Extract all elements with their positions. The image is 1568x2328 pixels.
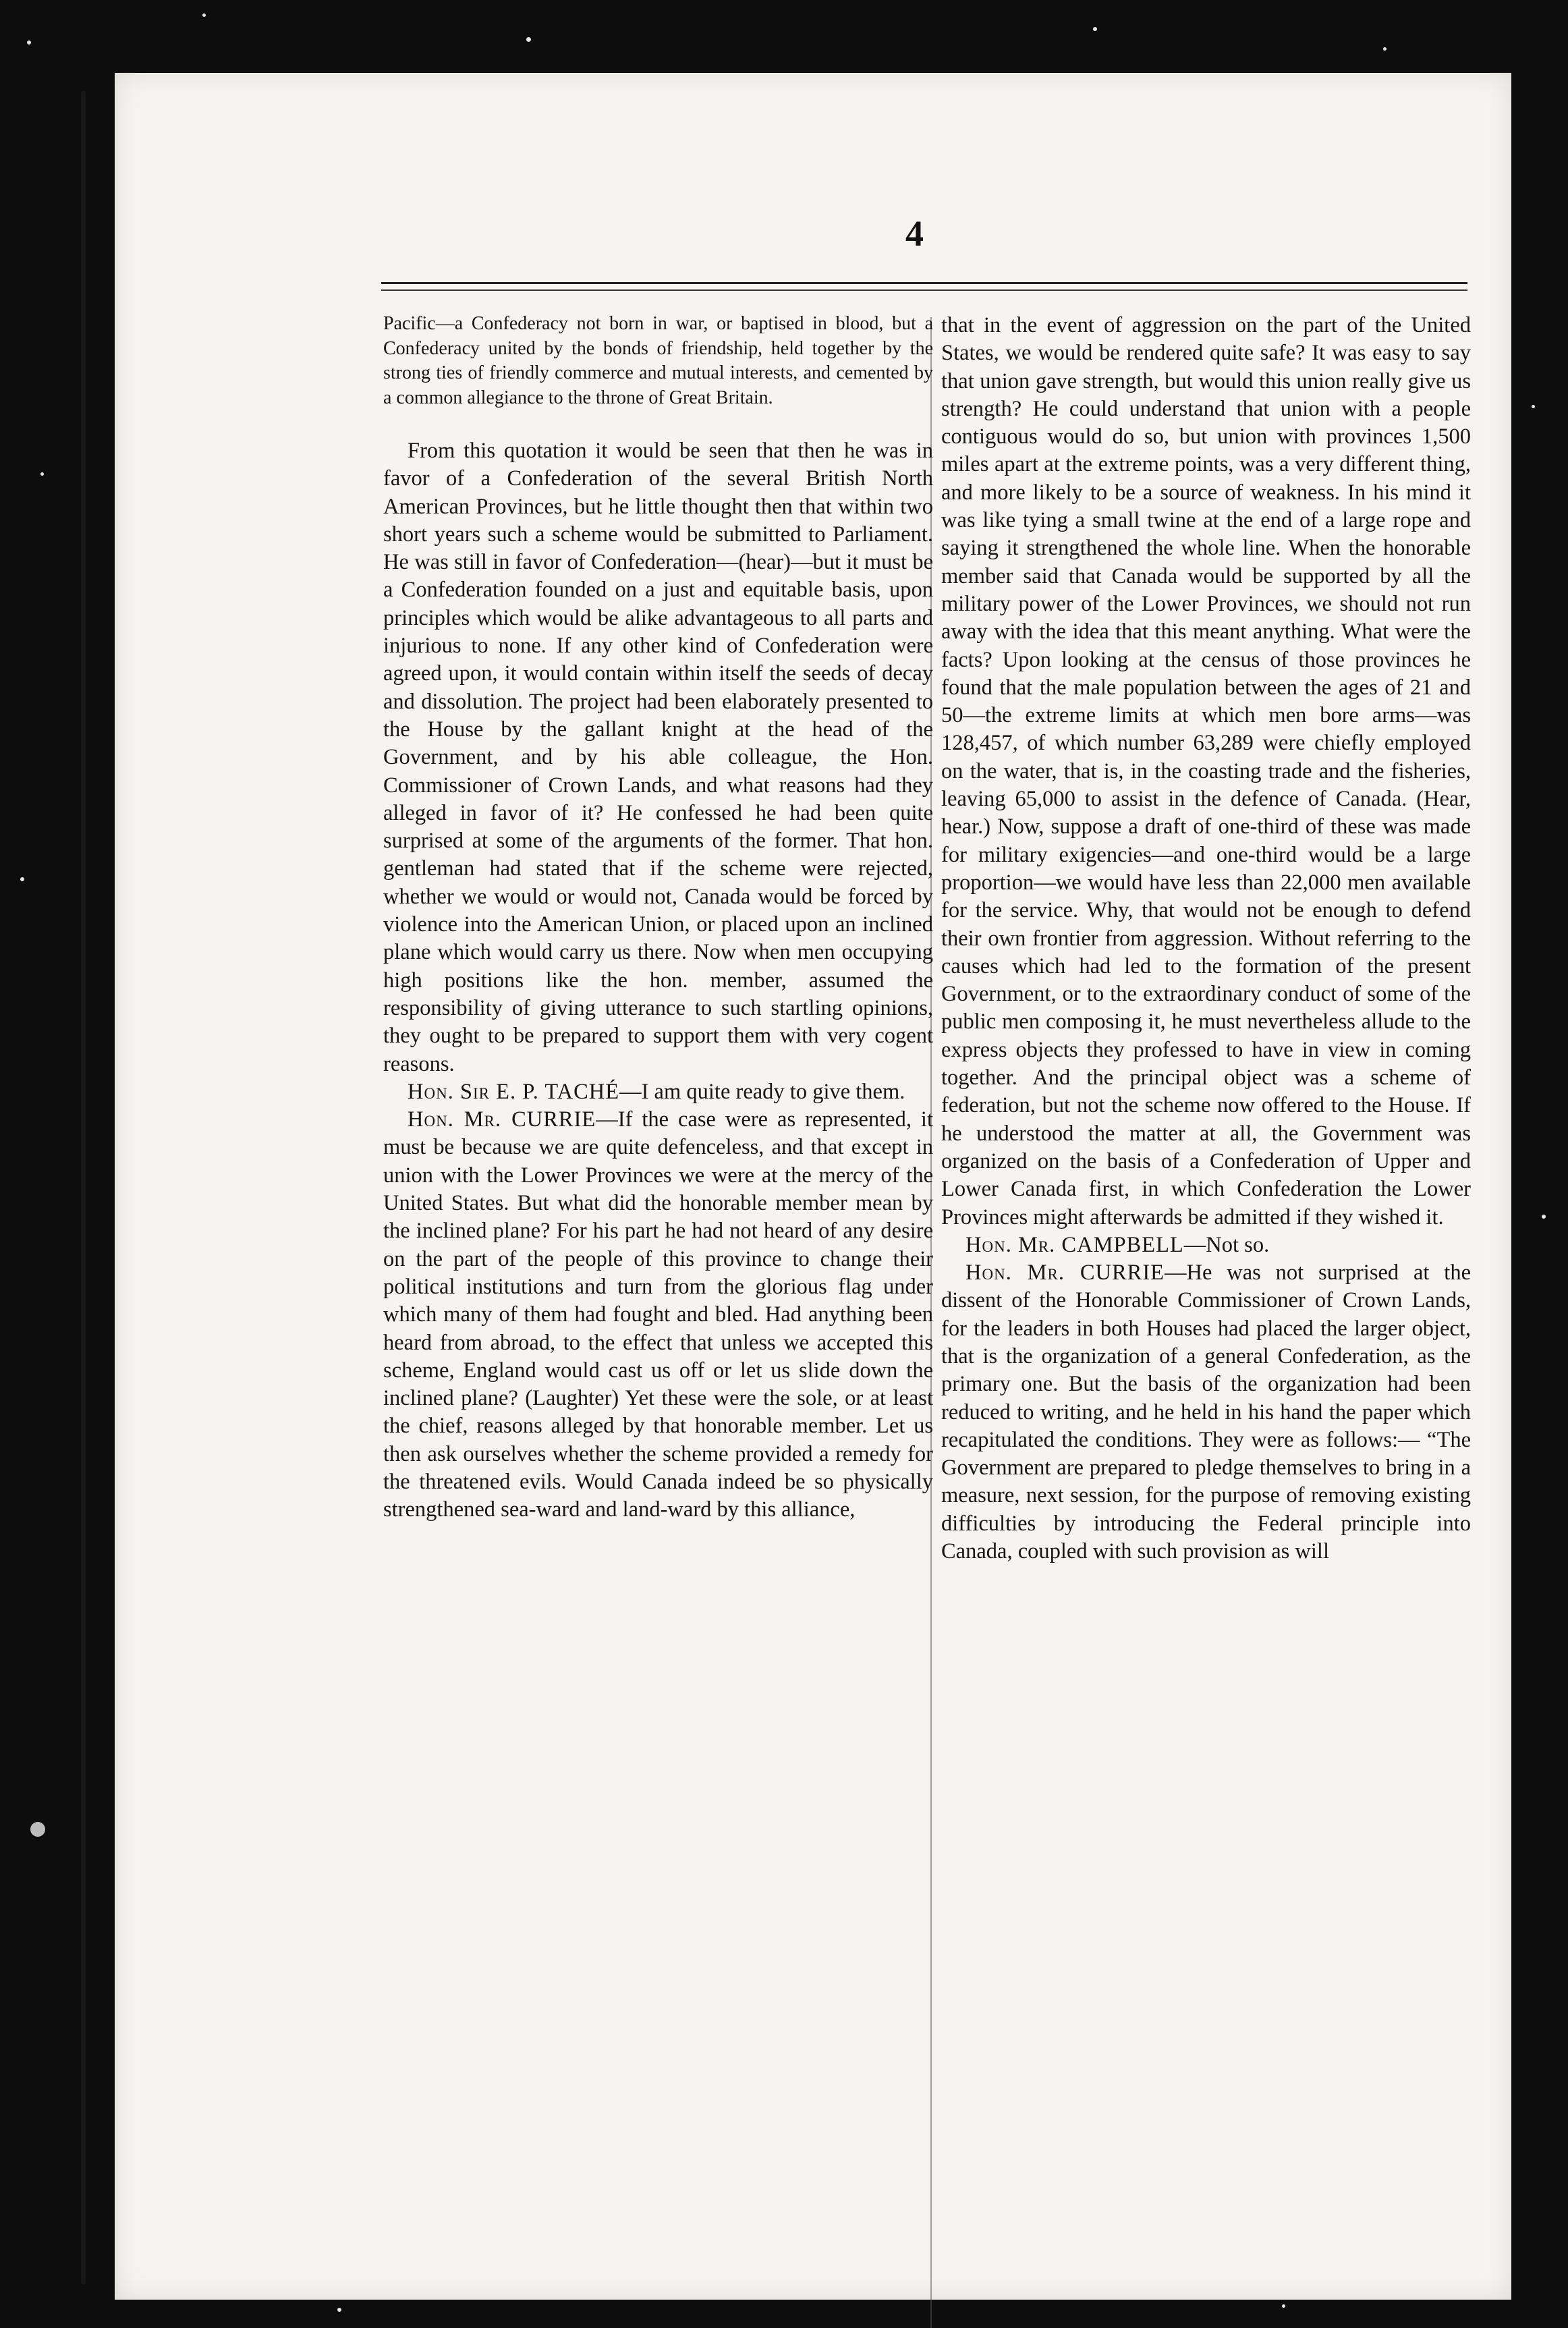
scan-speck: [20, 877, 24, 881]
right-column: [941, 312, 1471, 1565]
left-column: [383, 312, 933, 1524]
scan-speck: [1383, 47, 1387, 51]
scan-speck: [30, 1822, 45, 1837]
speech-currie: [383, 1106, 933, 1524]
scan-speck: [1282, 2304, 1285, 2308]
speaker-name: Hon. Sir E. P. TACHÉ: [408, 1079, 620, 1104]
speech-text: —If the case were as represented, it must be because we are quite defenceless, and that except in union with the Lower Provinces we were at the mercy of the United States. But what did the honorable member mean by the inclined plane? For his part he had not heard of any desire on the part of the people of this province to change their political institutions and turn from the glorious flag under which many of them had fought and bled. Had anything been heard from abroad, to the effect that unless we accepted this scheme, England would cast us off or let us slide down the inclined plane? (Laughter) Yet these were the sole, or at least the chief, reasons alleged by that honorable member. Let us then ask ourselves whether the scheme provided a remedy for the threatened evils. Would Canada indeed be so physically strengthened sea-ward and land-ward by this alliance,: [383, 1107, 933, 1522]
scan-speck: [526, 37, 531, 42]
quotation-text: Pacific—a Confederacy not born in war, or baptised in blood, but a Confederacy united by the bonds of friendship, held together by the strong ties of friendly commerce and mutual interests, and cemented by a common allegiance to the throne of Great Britain.: [383, 313, 933, 408]
scan-speck: [40, 472, 44, 476]
speaker-name: Hon. Mr. CAMPBELL: [965, 1232, 1184, 1257]
paragraph: From this quotation it would be seen that then he was in favor of a Confederation of the several British North American Provinces, but he little thought then that within two short years such a scheme would be submitted to Parliament. He was still in favor of Confederation—(hear)—but it must be a Confederation founded on a just and equitable basis, upon principles which would be alike advantageous to all parts and injurious to none. If any other kind of Confederation were agreed upon, it would contain within itself the seeds of decay and dissolution. The project had been elaborately presented to the House by the gallant knight at the head of the Government, and by his able colleague, the Hon. Commissioner of Crown Lands, and what reasons had they alleged in favor of it? He confessed he had been quite surprised at some of the arguments of the former. That hon. gentleman had stated that if the scheme were rejected, whether we would or would not, Canada would be forced by violence into the American Union, or placed upon an inclined plane which would carry us there. Now when men occupying high positions like the hon. member, assumed the responsibility of giving utterance to such startling opinions, they ought to be prepared to support them with very cogent reasons.: [383, 439, 933, 1076]
scan-speck: [1093, 27, 1097, 31]
speaker-name: Hon. Mr. CURRIE: [965, 1260, 1165, 1285]
speech-text: —He was not surprised at the dissent of the Honorable Commissioner of Crown Lands, for the leaders in both Houses had placed the larger object, that is the organization of a general Confederation, as the primary one. But the basis of the organization had been reduced to writing, and he held in his hand the paper which recapitulated the conditions. They were as follows:— “The Government are prepared to pledge themselves to bring in a measure, next session, for the purpose of removing existing difficulties by introducing the Federal principle into Canada, coupled with such provision as will: [941, 1260, 1471, 1564]
page-number: 4: [905, 213, 924, 254]
speaker-name: Hon. Mr. CURRIE: [408, 1107, 596, 1132]
scan-speck: [337, 2308, 341, 2312]
scan-speck: [1542, 1215, 1546, 1219]
scan-speck: [27, 40, 31, 45]
header-rule: [381, 282, 1467, 291]
speech-currie: [941, 1259, 1471, 1565]
speech-text: —I am quite ready to give them.: [619, 1079, 905, 1104]
paragraph: that in the event of aggression on the part of the United States, we would be rendered quite safe? It was easy to say that union gave strength, but would this union really give us strength? He could understand that union with a people contiguous would do so, but union with provinces 1,500 miles apart at the extreme points, was a very different thing, and more likely to be a source of weakness. In his mind it was like tying a small twine at the end of a large rope and saying it strengthened the whole line. When the honorable member said that Canada would be supported by all the military power of the Lower Provinces, we should not run away with the idea that this meant anything. What were the facts? Upon looking at the census of those provinces he found that the male population between the ages of 21 and 50—the extreme limits at which men bore arms—was 128,457, of which number 63,289 were chiefly employed on the water, that is, in the coasting trade and the fisheries, leaving 65,000 to assist in the defence of Canada. (Hear, hear.) Now, suppose a draft of one-third of these was made for military exigencies—and one-third would be a large proportion—we would have less than 22,000 men available for the service. Why, that would not be enough to defend their own frontier from aggression. Without referring to the causes which had led to the formation of the present Government, or to the extraordinary conduct of some of the public men composing it, he must nevertheless allude to the express objects they professed to have in view in coming together. And the principal object was a scheme of federation, but not the scheme now offered to the House. If he understood the matter at all, the Government was organized on the basis of a Confederation of Upper and Lower Canada first, in which Confederation the Lower Provinces might afterwards be admitted if they wished it.: [941, 313, 1471, 1229]
scan-speck: [1532, 405, 1535, 408]
binding-edge: [81, 91, 86, 2284]
speech-text: —Not so.: [1183, 1232, 1270, 1257]
speech-campbell: [941, 1231, 1471, 1259]
scan-speck: [202, 13, 206, 17]
speech-tache: [383, 1078, 933, 1106]
